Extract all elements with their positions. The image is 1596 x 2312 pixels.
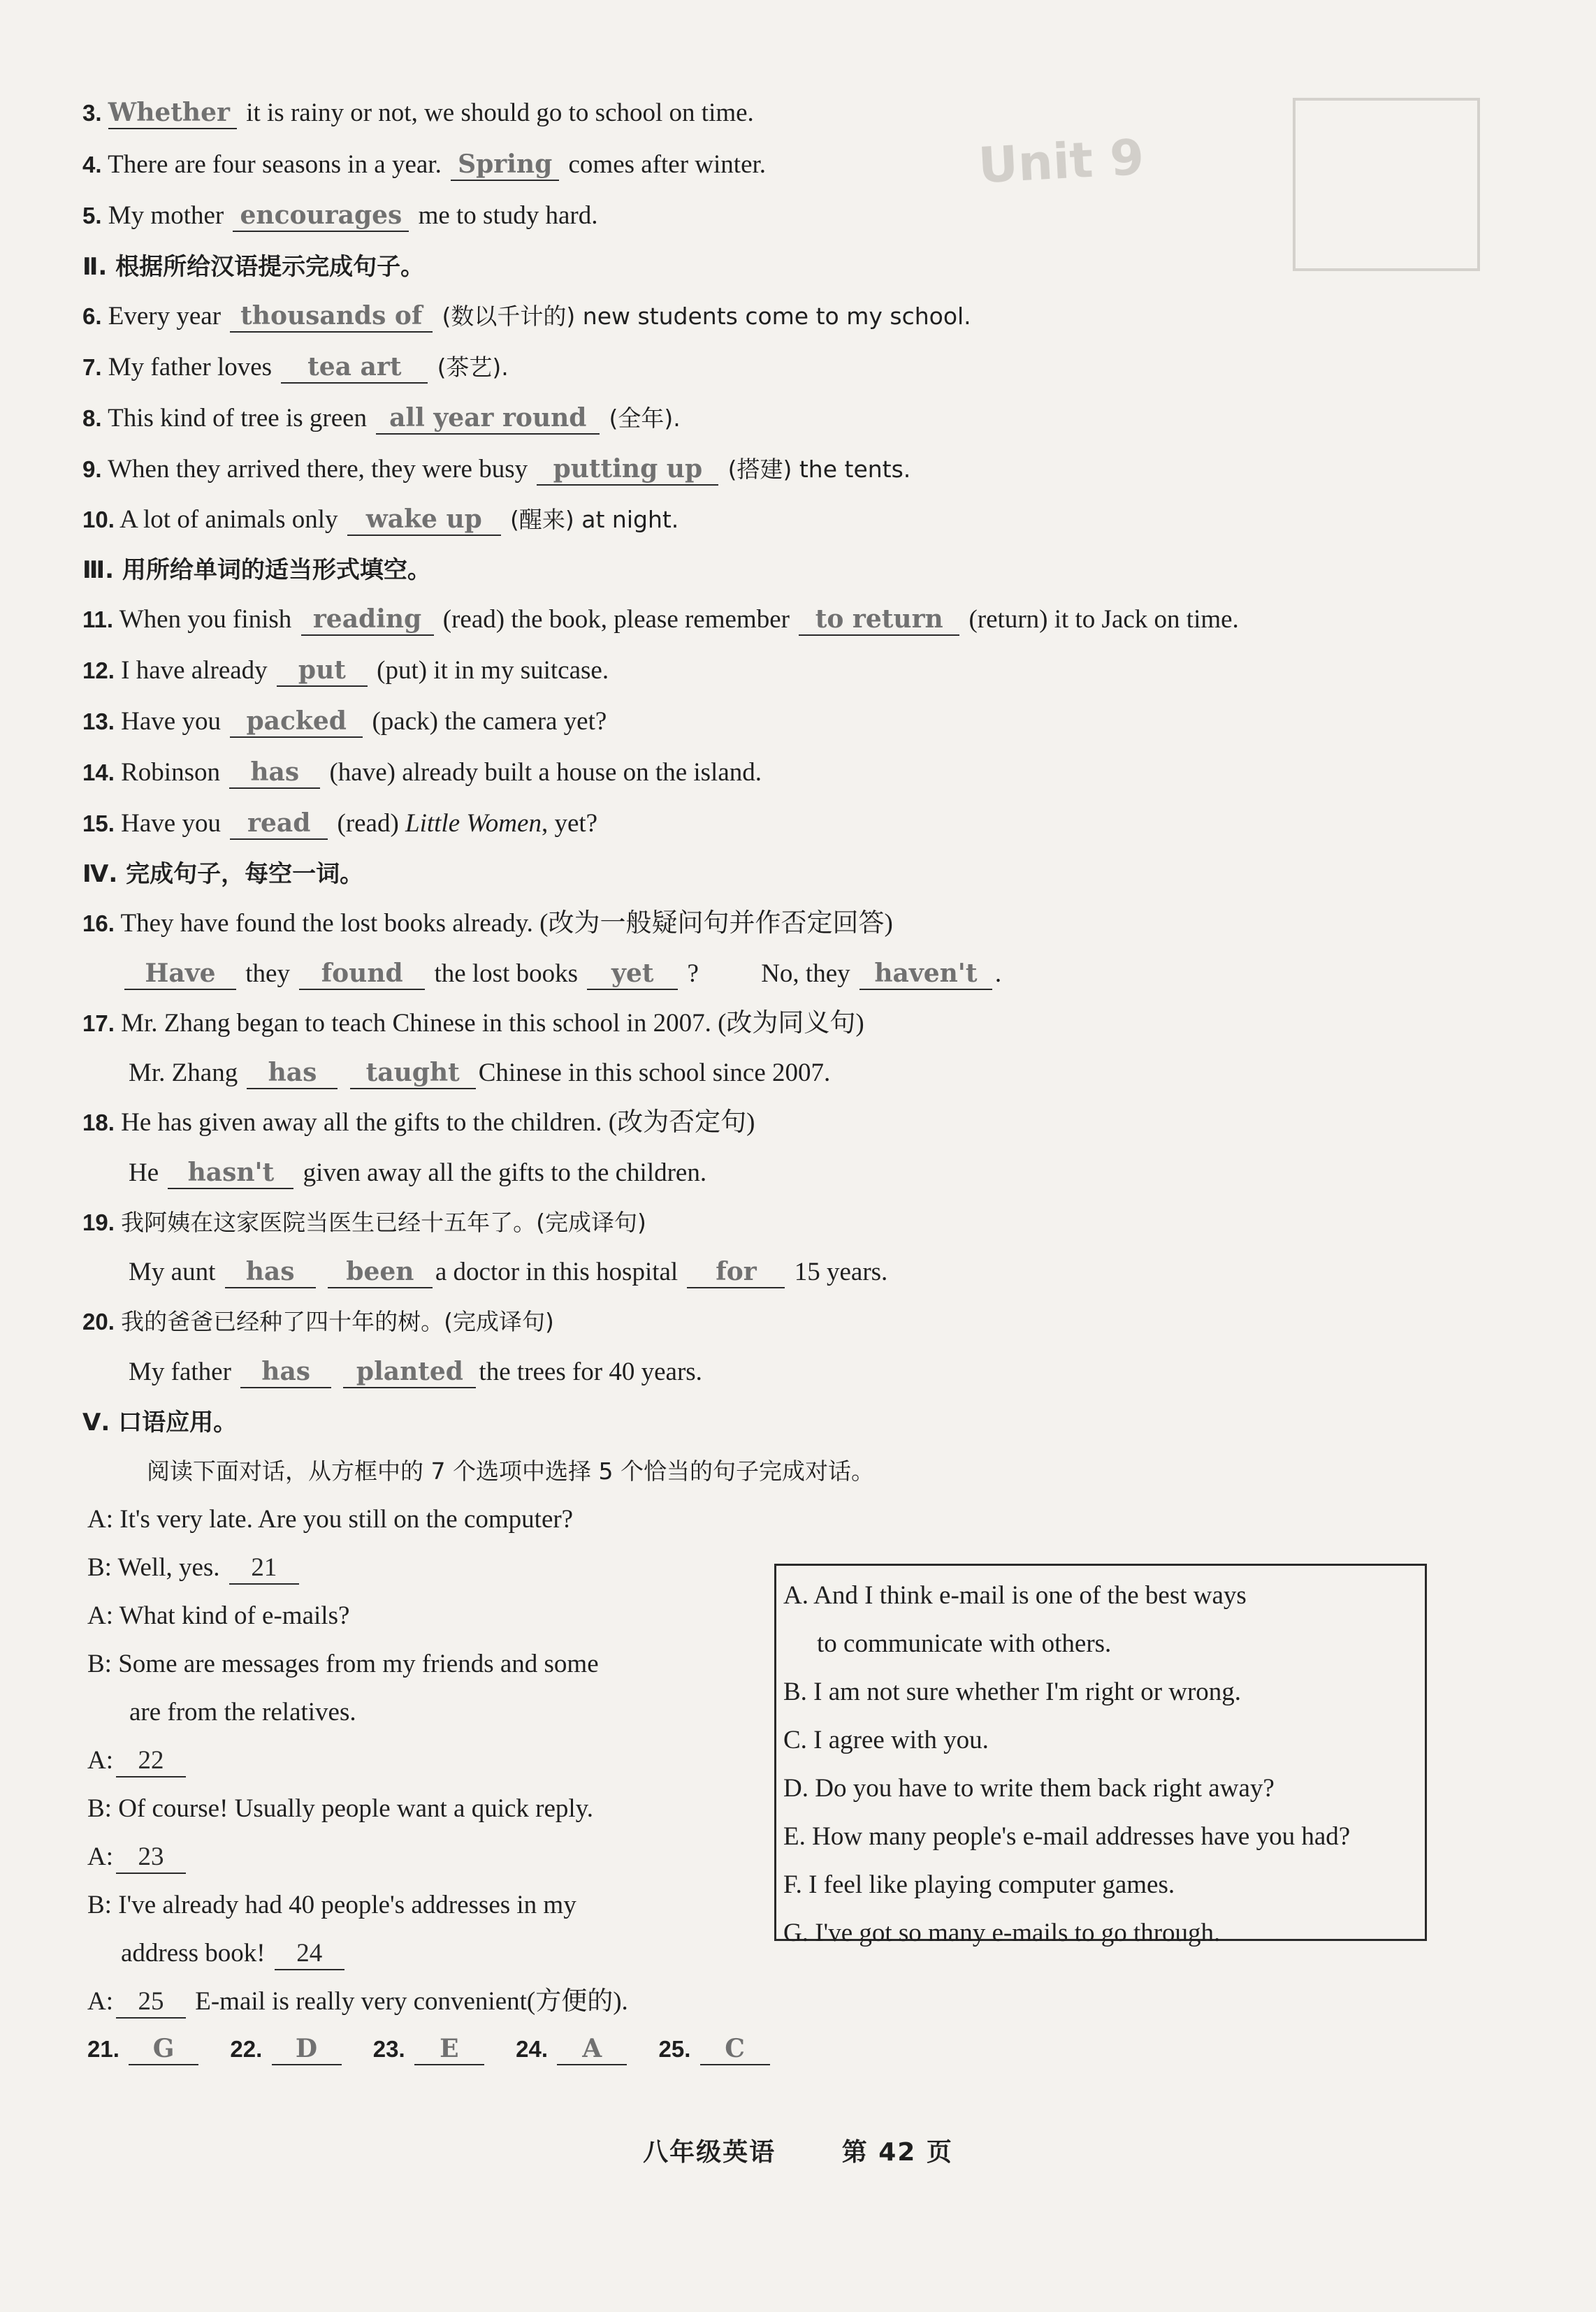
- section-iv-heading: Ⅳ. 完成句子，每空一词。: [82, 860, 364, 888]
- dialogue-line-3: A: What kind of e-mails?: [87, 1601, 350, 1630]
- answer-blank: hasn't: [168, 1157, 293, 1189]
- answer-blank: packed: [230, 706, 363, 738]
- dialogue-line-9: B: I've already had 40 people's addresses in my: [87, 1891, 576, 1919]
- question-17: 17. Mr. Zhang began to teach Chinese in this school in 2007. (改为同义句): [82, 1009, 864, 1038]
- question-3: 3. Whether it is rainy or not, we should go to school on time.: [82, 96, 754, 131]
- question-6: 6. Every year thousands of (数以千计的) new students come to my school.: [82, 299, 971, 334]
- answer-blank: taught: [350, 1057, 476, 1089]
- question-16-answer-line: Have they found the lost books yet ? No, they haven't .: [124, 957, 1001, 991]
- dialogue-line-1: A: It's very late. Are you still on the computer?: [87, 1505, 574, 1534]
- section-iii-heading: Ⅲ. 用所给单词的适当形式填空。: [82, 556, 431, 584]
- answer-blank: for: [687, 1256, 785, 1288]
- answer-blank: has: [240, 1356, 331, 1388]
- question-14: 14. Robinson has (have) already built a house on the island.: [82, 755, 762, 790]
- answer-blank: encourages: [233, 200, 409, 232]
- question-16: 16. They have found the lost books already. (改为一般疑问句并作否定回答): [82, 909, 893, 938]
- section-ii-heading: Ⅱ. 根据所给汉语提示完成句子。: [82, 253, 425, 281]
- answer-blank: thousands of: [230, 300, 433, 333]
- options-box: [774, 1564, 1427, 1947]
- answer-row: 21. G 22. D 23. E 24. A 25. C: [87, 2032, 773, 2067]
- answer-blank: Spring: [451, 149, 559, 181]
- option-b: B. I am not sure whether I'm right or wrong.: [783, 1678, 1242, 1706]
- question-12: 12. I have already put (put) it in my suitcase.: [82, 653, 609, 688]
- question-9: 9. When they arrived there, they were busy putting up (搭建) the tents.: [82, 452, 911, 487]
- answer-blank: G: [129, 2033, 198, 2065]
- option-e: E. How many people's e-mail addresses have you had?: [783, 1822, 1351, 1851]
- answer-blank: Have: [124, 958, 236, 990]
- question-8: 8. This kind of tree is green all year round (全年).: [82, 401, 681, 436]
- question-10: 10. A lot of animals only wake up (醒来) at night.: [82, 502, 679, 537]
- question-18: 18. He has given away all the gifts to the children. (改为否定句): [82, 1108, 755, 1137]
- answer-blank: planted: [343, 1356, 476, 1388]
- question-20-answer-line: My father has planted the trees for 40 years.: [129, 1355, 702, 1390]
- answer-blank: wake up: [347, 504, 501, 536]
- question-4: 4. There are four seasons in a year. Spring comes after winter.: [82, 147, 766, 182]
- answer-blank: has: [247, 1057, 338, 1089]
- dialogue-blank: 22: [116, 1745, 186, 1777]
- answer-blank: been: [328, 1256, 433, 1288]
- dialogue-blank: 25: [116, 1986, 186, 2019]
- answer-blank: putting up: [537, 453, 718, 486]
- answer-blank: haven't: [859, 958, 992, 990]
- question-15: 15. Have you read (read) Little Women, yet?: [82, 806, 597, 841]
- question-17-answer-line: Mr. Zhang has taught Chinese in this school since 2007.: [129, 1056, 830, 1091]
- question-7: 7. My father loves tea art (茶艺).: [82, 350, 509, 385]
- question-19-answer-line: My aunt has been a doctor in this hospital for 15 years.: [129, 1255, 887, 1290]
- answer-blank: read: [230, 808, 328, 840]
- answer-blank: reading: [301, 604, 434, 636]
- answer-blank: C: [700, 2033, 770, 2065]
- ghost-logo-box: [1293, 98, 1480, 271]
- dialogue-line-8: A: 23: [87, 1840, 189, 1875]
- dialogue-line-7: B: Of course! Usually people want a quick reply.: [87, 1794, 594, 1823]
- dialogue-line-10: address book! 24: [121, 1936, 347, 1971]
- question-19: 19. 我阿姨在这家医院当医生已经十五年了。(完成译句): [82, 1209, 646, 1236]
- answer-blank: tea art: [281, 351, 428, 384]
- dialogue-line-4: B: Some are messages from my friends and some: [87, 1650, 599, 1678]
- footer-grade: 八年级英语: [643, 2138, 776, 2167]
- dialogue-line-2: B: Well, yes. 21: [87, 1550, 302, 1585]
- option-a-continued: to communicate with others.: [817, 1629, 1112, 1658]
- answer-blank: found: [299, 958, 425, 990]
- dialogue-blank: 23: [116, 1842, 186, 1874]
- answer-blank: has: [229, 757, 320, 789]
- option-f: F. I feel like playing computer games.: [783, 1870, 1175, 1899]
- answer-blank: E: [414, 2033, 484, 2065]
- answer-blank: Whether: [108, 97, 237, 129]
- footer-page-number: 第 42 页: [841, 2138, 953, 2167]
- answer-blank: yet: [587, 958, 678, 990]
- dialogue-line-5: are from the relatives.: [129, 1698, 356, 1726]
- question-5: 5. My mother encourages me to study hard.: [82, 198, 597, 233]
- section-v-instructions: 阅读下面对话，从方框中的 7 个选项中选择 5 个恰当的句子完成对话。: [147, 1457, 874, 1485]
- option-d: D. Do you have to write them back right away?: [783, 1774, 1275, 1803]
- ghost-unit-heading: Unit 9: [977, 128, 1146, 195]
- dialogue-line-6: A: 22: [87, 1743, 189, 1778]
- answer-blank: to return: [799, 604, 959, 636]
- answer-blank: put: [277, 655, 368, 687]
- answer-blank: has: [225, 1256, 316, 1288]
- question-18-answer-line: He hasn't given away all the gifts to the children.: [129, 1156, 706, 1191]
- question-11: 11. When you finish reading (read) the book, please remember to return (return) it to Jack on time.: [82, 602, 1239, 637]
- answer-blank: A: [557, 2033, 627, 2065]
- page-footer: [0, 2132, 1596, 2168]
- option-c: C. I agree with you.: [783, 1726, 989, 1754]
- answer-blank: D: [272, 2033, 342, 2065]
- dialogue-line-11: A: 25 E-mail is really very convenient(方便的).: [87, 1984, 628, 2019]
- dialogue-blank: 24: [275, 1938, 344, 1970]
- section-v-heading: Ⅴ. 口语应用。: [82, 1409, 238, 1437]
- option-a: A. And I think e-mail is one of the best ways: [783, 1581, 1247, 1610]
- option-g: G. I've got so many e-mails to go through.: [783, 1919, 1221, 1947]
- question-20: 20. 我的爸爸已经种了四十年的树。(完成译句): [82, 1308, 554, 1335]
- question-13: 13. Have you packed (pack) the camera yet?: [82, 704, 607, 739]
- answer-blank: all year round: [376, 402, 600, 435]
- dialogue-blank: 21: [229, 1553, 299, 1585]
